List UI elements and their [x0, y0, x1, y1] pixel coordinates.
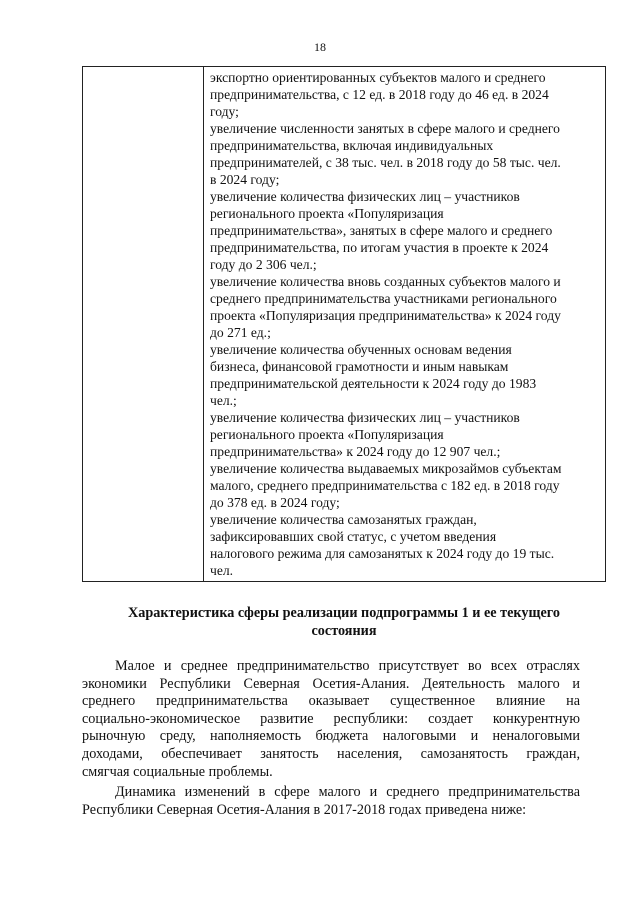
section-heading-line: состояния	[311, 623, 377, 639]
section-heading-line: Характеристика сферы реализации подпрограммы 1 и ее текущего	[128, 605, 560, 621]
paragraph-intro	[82, 658, 580, 781]
section-heading	[82, 604, 606, 640]
paragraph-line: смягчая социальные проблемы.	[82, 763, 273, 780]
table-row	[83, 67, 606, 582]
page-number: 18	[314, 40, 326, 54]
table-line: бизнеса, финансовой грамотности и иным навыкам	[210, 359, 509, 374]
paragraph-line: экономики Республики Северная Осетия-Алания. Деятельность малого и	[82, 675, 580, 692]
paragraph-line: социально-экономическое развитие республики: создает конкурентную	[82, 710, 580, 727]
indicators-table	[82, 66, 606, 582]
table-line: увеличение количества самозанятых граждан,	[210, 512, 477, 527]
table-line: предпринимательства», занятых в сфере малого и среднего	[210, 223, 553, 238]
table-line: до 378 ед. в 2024 году;	[210, 495, 340, 510]
table-line: году;	[210, 104, 239, 119]
table-line: предпринимательства» к 2024 году до 12 907 чел.;	[210, 444, 501, 459]
table-line: в 2024 году;	[210, 172, 280, 187]
paragraph-line: Динамика изменений в сфере малого и среднего предпринимательства	[115, 784, 580, 800]
table-line: увеличение количества физических лиц – участников	[210, 189, 520, 204]
table-line: малого, среднего предпринимательства с 182 ед. в 2018 году	[210, 478, 560, 493]
table-line: регионального проекта «Популяризация	[210, 427, 444, 442]
table-line: увеличение количества физических лиц – участников	[210, 410, 520, 425]
table-cell-right	[204, 67, 606, 582]
table-line: зафиксировавших свой статус, с учетом введения	[210, 529, 497, 544]
table-line: увеличение количества выдаваемых микрозаймов субъектам	[210, 461, 562, 476]
table-cell-left	[83, 67, 204, 582]
table-line: предпринимательской деятельности к 2024 году до 1983	[210, 376, 537, 391]
paragraph-dynamics	[82, 784, 580, 819]
table-line: налогового режима для самозанятых к 2024 году до 19 тыс.	[210, 546, 555, 561]
table-line: до 271 ед.;	[210, 325, 271, 340]
table-line: предпринимательства, с 12 ед. в 2018 году до 46 ед. в 2024	[210, 87, 549, 102]
table-line: увеличение количества обученных основам ведения	[210, 342, 512, 357]
table-line: увеличение численности занятых в сфере малого и среднего	[210, 121, 560, 136]
paragraph-line: Малое и среднее предпринимательство присутствует во всех отраслях	[115, 658, 580, 674]
table-line: предпринимательства, включая индивидуальных	[210, 138, 494, 153]
paragraph-line: Республики Северная Осетия-Алания в 2017-2018 годах приведена ниже:	[82, 801, 527, 818]
table-line: экспортно ориентированных субъектов малого и среднего	[210, 70, 546, 85]
table-line: регионального проекта «Популяризация	[210, 206, 444, 221]
table-line: году до 2 306 чел.;	[210, 257, 317, 272]
paragraph-line: рыночную среду, наполняемость бюджета налоговыми и неналоговыми	[82, 728, 580, 745]
table-line: среднего предпринимательства участниками регионального	[210, 291, 557, 306]
table-line: чел.;	[210, 393, 237, 408]
paragraph-line: доходами, обеспечивает занятость населения, самозанятость граждан,	[82, 745, 580, 762]
table-line: чел.	[210, 563, 234, 578]
table-line: увеличение количества вновь созданных субъектов малого и	[210, 274, 561, 289]
table-line: предпринимательства, по итогам участия в проекте к 2024	[210, 240, 549, 255]
paragraph-line: среднего предпринимательства оказывает существенное влияние на	[82, 693, 580, 710]
table-line: предпринимателей, с 38 тыс. чел. в 2018 году до 58 тыс. чел.	[210, 155, 561, 170]
table-line: проекта «Популяризация предпринимательства» к 2024 году	[210, 308, 561, 323]
